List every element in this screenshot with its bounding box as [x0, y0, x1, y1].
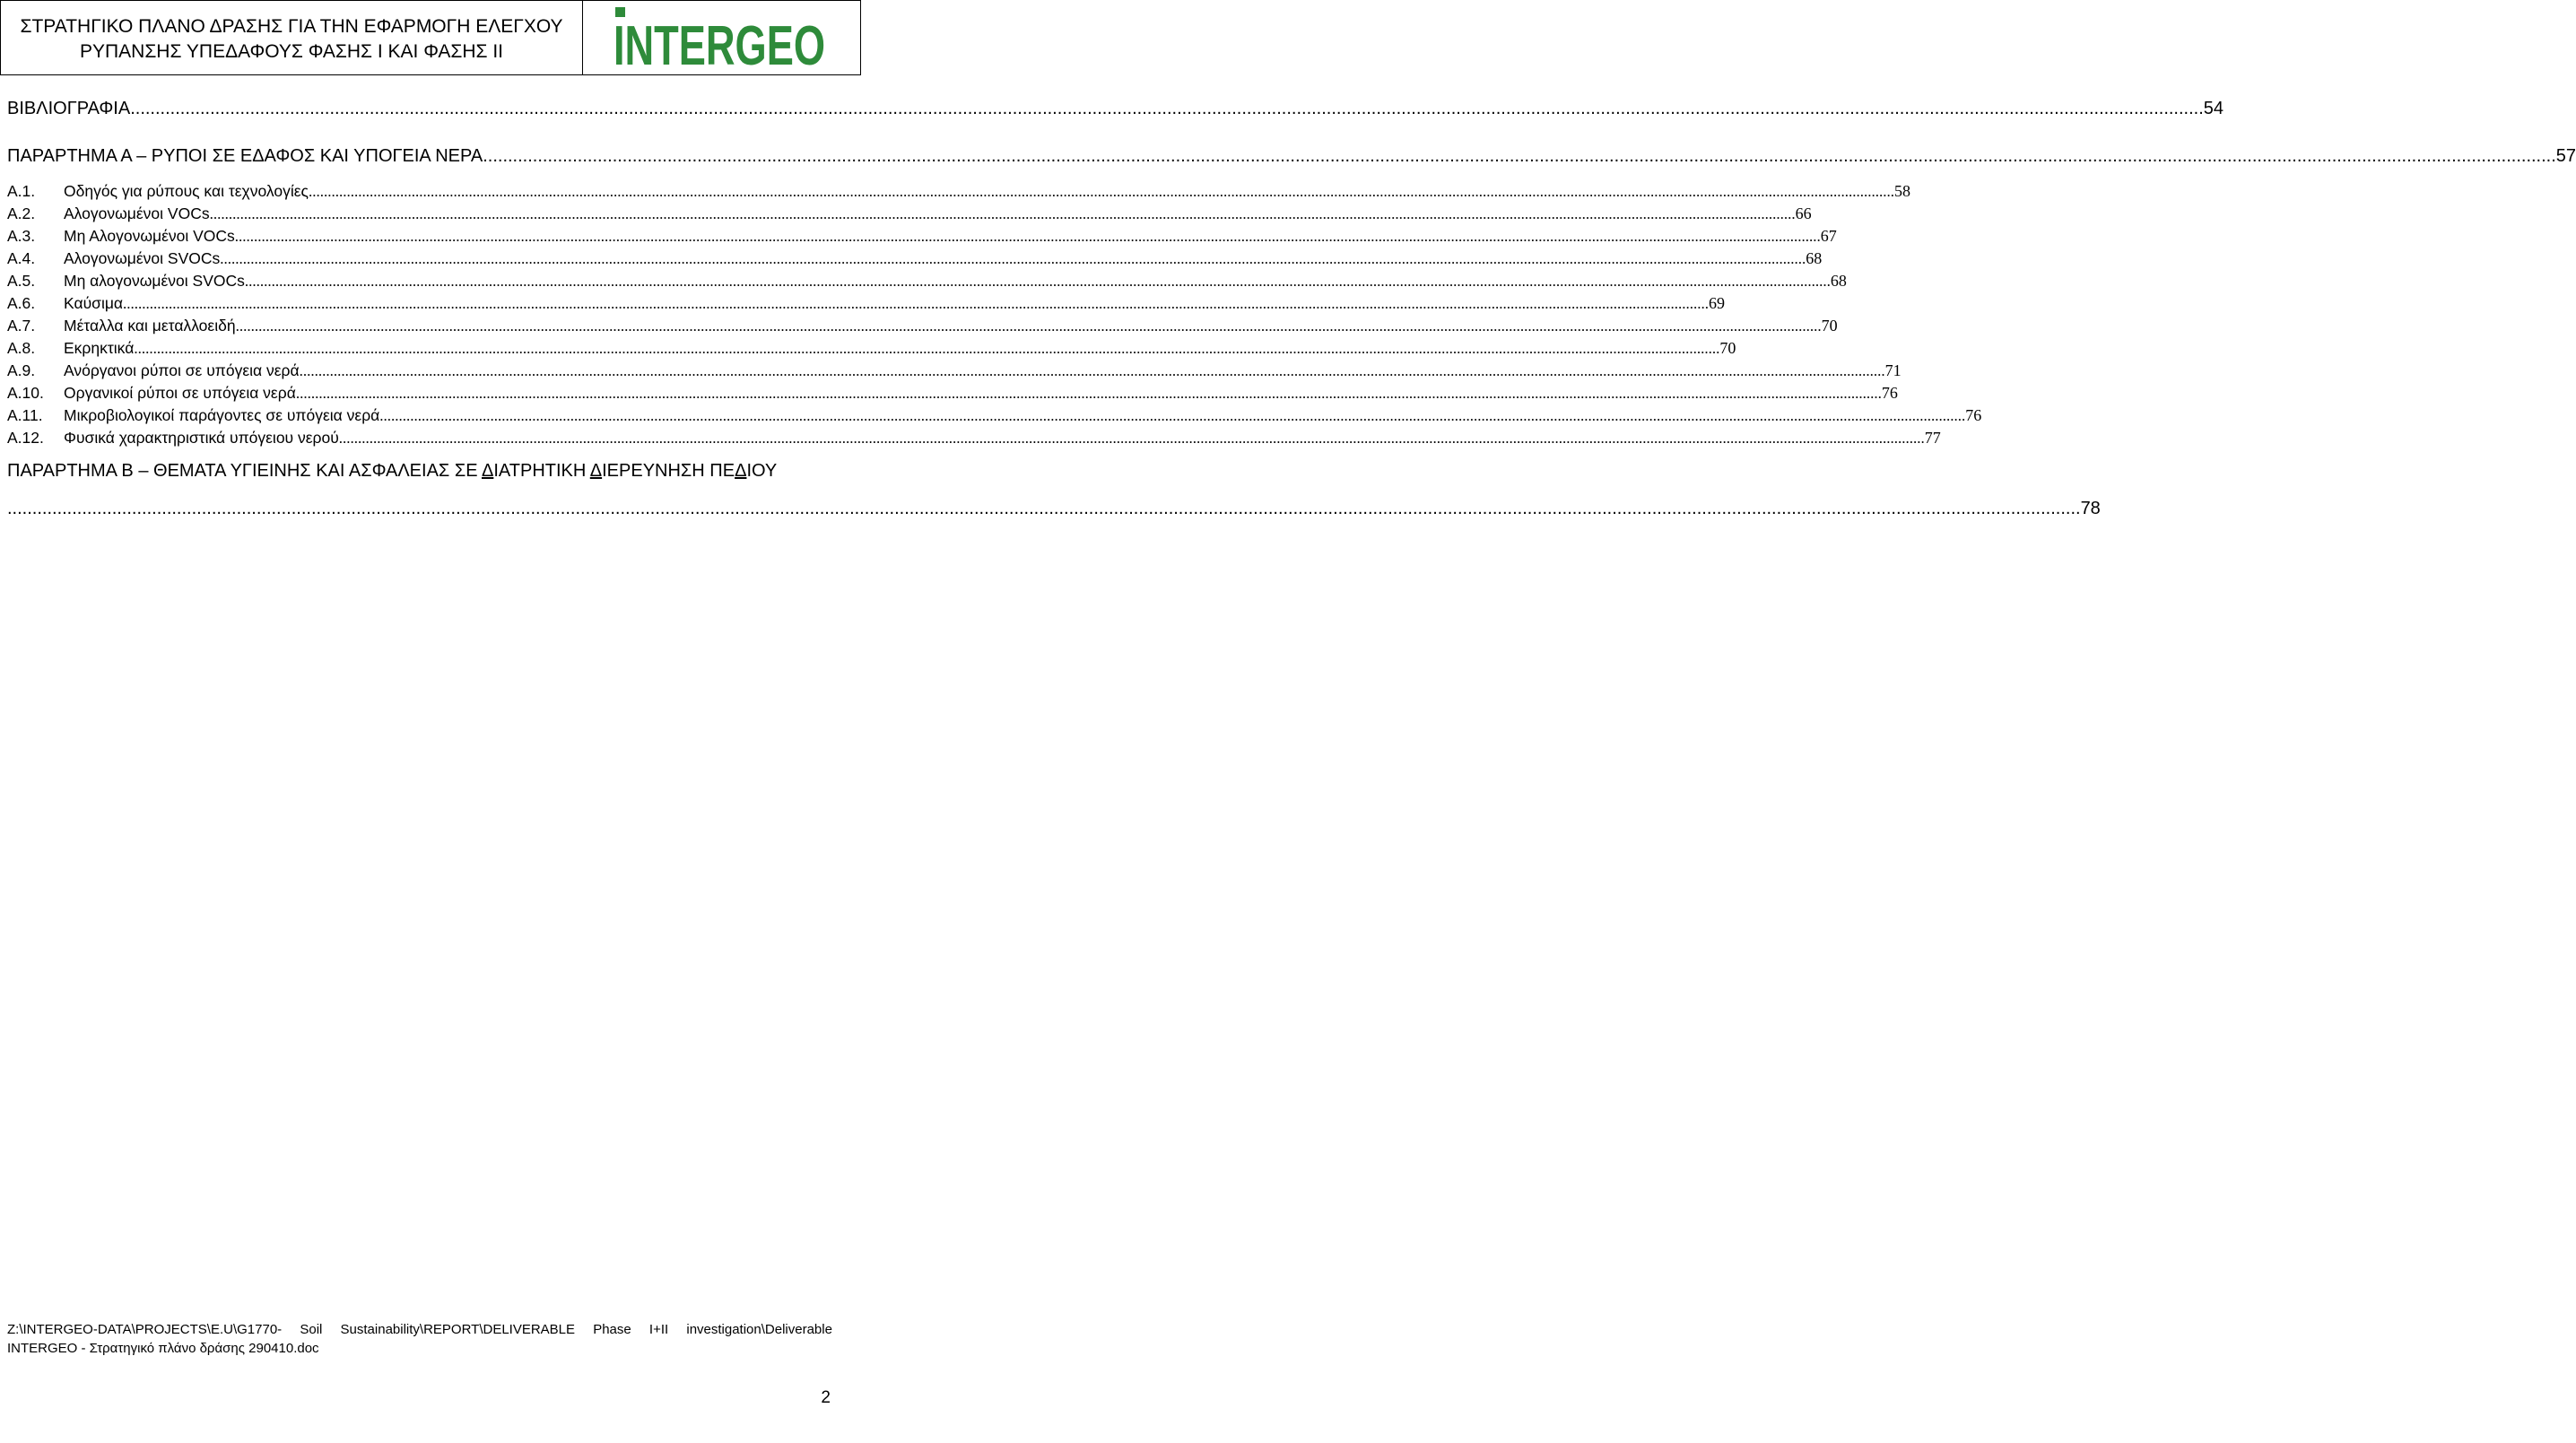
toc-subentry-number: Α.6. — [7, 294, 36, 312]
toc-leader-dots — [483, 146, 2556, 167]
page-number: 2 — [821, 1388, 831, 1407]
toc-subentry-number: Α.9. — [7, 361, 36, 379]
toc-leader-dots — [235, 228, 1821, 246]
toc-entry-page: 57 — [2555, 146, 2576, 166]
toc-leader-dots — [379, 407, 1965, 425]
toc-subentry-page: 66 — [1795, 204, 1812, 222]
toc-subentry-number: Α.1. — [7, 182, 36, 200]
toc-leader-dots — [123, 295, 1709, 313]
toc-subentry-label: Εκρηκτικά — [64, 339, 135, 357]
toc-leader-dots — [339, 430, 1925, 448]
toc-subentry[interactable] — [7, 294, 1726, 313]
toc-subentry-page: 77 — [1924, 429, 1941, 447]
toc-subentry-label: Οδηγός για ρύπους και τεχνολογίες — [64, 182, 309, 200]
document-title-line1: ΣΤΡΑΤΗΓΙΚΟ ΠΛΑΝΟ ΔΡΑΣΗΣ ΓΙΑ ΤΗΝ ΕΦΑΡΜΟΓΗ ΕΛΕΓΧΟΥ — [20, 16, 563, 37]
toc-subentry-page: 70 — [1719, 339, 1736, 357]
toc-subentry-number: Α.12. — [7, 429, 44, 447]
toc-subentry[interactable] — [7, 227, 1837, 246]
toc-subentry-number: Α.7. — [7, 317, 36, 335]
toc-subentry[interactable] — [7, 429, 1941, 448]
toc-subentry-number: Α.5. — [7, 272, 36, 290]
toc-subentry[interactable] — [7, 272, 1847, 291]
toc-leader-dots — [236, 317, 1822, 335]
toc-leader-dots — [220, 250, 1806, 268]
intergeo-logo — [614, 4, 829, 77]
toc-subentry-page: 76 — [1881, 384, 1898, 402]
toc-subentry-label: Μέταλλα και μεταλλοειδή — [64, 317, 236, 335]
document-title — [0, 14, 583, 65]
toc-entry-label: ΠΑΡΑΡΤΗΜΑ Α – ΡΥΠΟΙ ΣΕ ΕΔΑΦΟΣ ΚΑΙ ΥΠΟΓΕΙΑ ΝΕΡΑ — [7, 146, 483, 166]
toc-subentry-page: 67 — [1820, 227, 1837, 245]
toc-subentry-number: Α.10. — [7, 384, 44, 402]
toc-subentry-label: Αλογονωμένοι SVOCs — [64, 249, 221, 267]
toc-subentry-number: Α.4. — [7, 249, 36, 267]
toc-subentry-page: 69 — [1709, 294, 1726, 312]
toc-subentry-page: 70 — [1821, 317, 1838, 335]
toc-leader-dots — [134, 340, 1719, 358]
toc-subentry-page: 76 — [1965, 406, 1982, 424]
toc-subentry-page: 68 — [1806, 249, 1823, 267]
toc-subentry[interactable] — [7, 317, 1838, 335]
toc-entry-appendix-a[interactable] — [7, 146, 2576, 167]
toc-entry-page: 54 — [2203, 99, 2224, 118]
toc-leader-dots — [245, 273, 1831, 291]
toc-subentry[interactable] — [7, 384, 1898, 403]
toc-subentry[interactable] — [7, 249, 1823, 268]
toc-leader-dots — [300, 362, 1885, 380]
toc-entry-appendix-b[interactable]: ΠΑΡΑΡΤΗΜΑ Β – ΘΕΜΑΤΑ ΥΓΙΕΙΝΗΣ ΚΑΙ ΑΣΦΑΛΕΙΑΣ ΣΕ ΔΙΑΤΡΗΤΙΚΗ ΔΙΕΡΕΥΝΗΣΗ ΠΕΔΙΟΥ — [7, 461, 778, 481]
toc-entry-label: ΒΙΒΛΙΟΓΡΑΦΙΑ — [7, 99, 131, 118]
toc-entry-bibliography[interactable] — [7, 99, 2224, 119]
toc-subentry-number: Α.3. — [7, 227, 36, 245]
toc-leader-dots — [296, 385, 1882, 403]
toc-subentry[interactable] — [7, 182, 1910, 201]
toc-subentry-page: 71 — [1884, 361, 1902, 379]
toc-subentry-number: Α.2. — [7, 204, 36, 222]
toc-subentry-label: Μη Αλογονωμένοι VOCs — [64, 227, 235, 245]
toc-subentry[interactable] — [7, 204, 1812, 223]
toc-subentry-page: 58 — [1893, 182, 1910, 200]
toc-leader-dots — [210, 205, 1796, 223]
toc-subentry-page: 68 — [1830, 272, 1847, 290]
toc-leader-dots — [130, 99, 2204, 119]
page-header — [0, 0, 861, 77]
toc-subentry-label: Φυσικά χαρακτηριστικά υπόγειου νερού — [64, 429, 339, 447]
toc-entry-appendix-b-page-line[interactable] — [7, 499, 2101, 519]
toc-entry-page: 78 — [2080, 499, 2101, 518]
toc-subentry-label: Οργανικοί ρύποι σε υπόγεια νερά — [64, 384, 296, 402]
toc-subentry[interactable] — [7, 361, 1902, 380]
toc-leader-dots — [309, 183, 1894, 201]
toc-subentry-label: Ανόργανοι ρύποι σε υπόγεια νερά — [64, 361, 300, 379]
footer-file-path: Z:\INTERGEO-DATA\PROJECTS\E.U\G1770- Soil Sustainability\REPORT\DELIVERABLE Phase I+II investigation\Deliverable — [7, 1322, 832, 1337]
toc-subentry-label: Αλογονωμένοι VOCs — [64, 204, 210, 222]
toc-subentry-number: Α.8. — [7, 339, 36, 357]
toc-subentry-label: Καύσιμα — [64, 294, 124, 312]
logo-text: INTERGEO — [614, 15, 825, 77]
toc-subentry-number: Α.11. — [7, 406, 43, 424]
toc-subentry[interactable] — [7, 339, 1736, 358]
toc-subentry-label: Μικροβιολογικοί παράγοντες σε υπόγεια νερά — [64, 406, 380, 424]
toc-leader-dots — [7, 499, 2081, 519]
toc-subentry-label: Μη αλογονωμένοι SVOCs — [64, 272, 245, 290]
toc-subentry[interactable] — [7, 406, 1982, 425]
document-title-line2: ΡΥΠΑΝΣΗΣ ΥΠΕΔΑΦΟΥΣ ΦΑΣΗΣ Ι ΚΑΙ ΦΑΣΗΣ ΙΙ — [79, 41, 504, 62]
footer-file-name: INTERGEO - Στρατηγικό πλάνο δράσης 290410.doc — [7, 1341, 319, 1356]
